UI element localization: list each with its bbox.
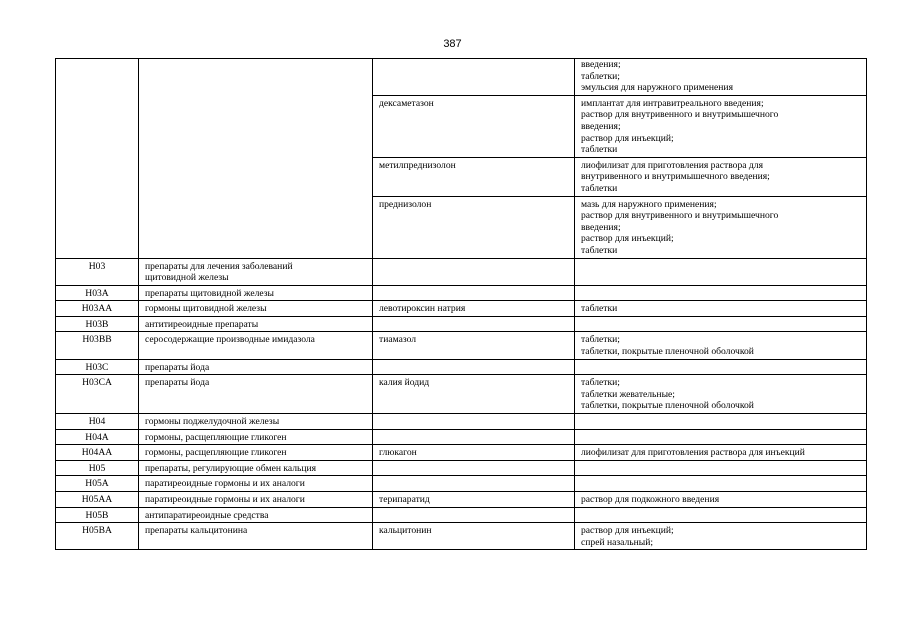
dosage-form-line: раствор для инъекций; — [581, 233, 674, 245]
dosage-form-cell — [575, 359, 867, 375]
dosage-form-cell — [575, 429, 867, 445]
drug-name-line: дексаметазон — [379, 97, 434, 109]
dosage-form-line: введения; — [581, 221, 621, 233]
group-name-line: антитиреоидные препараты — [145, 318, 259, 330]
group-name-cell — [139, 476, 373, 492]
dosage-form-line: раствор для инъекций; — [581, 525, 674, 537]
group-name-line: препараты кальцитонина — [145, 525, 248, 537]
dosage-form-line: таблетки; — [581, 377, 620, 389]
group-name-cell — [139, 258, 373, 285]
group-name-cell — [139, 316, 373, 332]
dosage-form-cell — [575, 316, 867, 332]
atc-code-cell: H05A — [56, 476, 139, 492]
drug-name-cell — [373, 460, 575, 476]
dosage-form-line: спрей назальный; — [581, 536, 654, 548]
table-row — [56, 59, 867, 96]
atc-code-cell: H04AA — [56, 445, 139, 461]
atc-code-cell: H03CA — [56, 375, 139, 414]
dosage-form-cell — [575, 301, 867, 317]
drug-name-cell — [373, 316, 575, 332]
group-name-line: серосодержащие производные имидазола — [145, 334, 315, 346]
group-name-cell — [139, 414, 373, 430]
drug-table-body — [56, 59, 867, 550]
group-name-cell — [139, 301, 373, 317]
group-name-cell — [139, 429, 373, 445]
dosage-form-cell — [575, 507, 867, 523]
dosage-form-cell — [575, 157, 867, 196]
drug-name-cell — [373, 523, 575, 550]
table-row — [56, 359, 867, 375]
group-name-line: паратиреоидные гормоны и их аналоги — [145, 494, 305, 505]
group-name-line: препараты для лечения заболеваний — [145, 260, 293, 272]
dosage-form-line: имплантат для интравитреального введения; — [581, 97, 764, 109]
drug-name-cell — [373, 476, 575, 492]
atc-code-cell: H03AA — [56, 301, 139, 317]
dosage-form-line: раствор для подкожного введения — [581, 494, 720, 505]
group-name-cell — [139, 359, 373, 375]
group-name-cell — [139, 285, 373, 301]
dosage-form-line: раствор для внутривенного и внутримышечного — [581, 109, 779, 121]
dosage-form-line: мазь для наружного применения; — [581, 198, 717, 210]
drug-name-cell — [373, 196, 575, 258]
drug-name-line: левотироксин натрия — [379, 303, 466, 315]
atc-code-cell: H03A — [56, 285, 139, 301]
dosage-form-line: таблетки, покрытые пленочной оболочкой — [581, 346, 754, 358]
table-row — [56, 429, 867, 445]
drug-name-cell — [373, 492, 575, 508]
dosage-form-line: раствор для инъекций; — [581, 132, 674, 144]
drug-name-cell — [373, 429, 575, 445]
dosage-form-line: лиофилизат для приготовления раствора для — [581, 159, 763, 171]
group-name-line: гормоны, расщепляющие гликоген — [145, 447, 287, 459]
table-row — [56, 375, 867, 414]
group-name-line: гормоны щитовидной железы — [145, 303, 267, 315]
atc-code-cell: H05B — [56, 507, 139, 523]
group-name-cell — [139, 507, 373, 523]
dosage-form-cell — [575, 258, 867, 285]
group-name-cell — [139, 445, 373, 461]
dosage-form-cell — [575, 332, 867, 359]
table-row — [56, 414, 867, 430]
drug-name-cell — [373, 285, 575, 301]
drug-name-line: кальцитонин — [379, 525, 432, 537]
dosage-form-line: таблетки — [581, 303, 618, 315]
table-row — [56, 476, 867, 492]
atc-code-cell: H05AA — [56, 492, 139, 508]
drug-name-line: калия йодид — [379, 377, 430, 389]
dosage-form-line: таблетки — [581, 144, 618, 156]
group-name-line: паратиреоидные гормоны и их аналоги — [145, 478, 305, 490]
group-name-line: гормоны, расщепляющие гликоген — [145, 431, 287, 443]
dosage-form-cell — [575, 285, 867, 301]
group-name-cell — [139, 375, 373, 414]
dosage-form-line: таблетки жевательные; — [581, 388, 675, 400]
table-row — [56, 316, 867, 332]
dosage-form-cell — [575, 476, 867, 492]
drug-name-cell — [373, 258, 575, 285]
table-row — [56, 445, 867, 461]
table-row — [56, 507, 867, 523]
group-name-cell — [139, 492, 373, 508]
group-name-line: препараты щитовидной железы — [145, 287, 274, 299]
dosage-form-line: лиофилизат для приготовления раствора для инъекций — [581, 447, 805, 459]
table-row — [56, 460, 867, 476]
drug-name-line: терипаратид — [379, 494, 430, 505]
dosage-form-cell — [575, 414, 867, 430]
atc-code-cell: H04 — [56, 414, 139, 430]
drug-name-cell — [373, 157, 575, 196]
drug-name-line: преднизолон — [379, 198, 432, 210]
drug-name-line: метилпреднизолон — [379, 159, 456, 171]
dosage-form-cell — [575, 492, 867, 508]
dosage-form-cell — [575, 445, 867, 461]
drug-table — [55, 58, 867, 550]
dosage-form-line: таблетки — [581, 244, 618, 256]
group-name-cell — [139, 332, 373, 359]
drug-name-cell — [373, 375, 575, 414]
table-row — [56, 301, 867, 317]
drug-name-line: тиамазол — [379, 334, 417, 346]
dosage-form-cell — [575, 523, 867, 550]
group-name-line: антипаратиреоидные средства — [145, 509, 269, 521]
atc-code-cell: H04A — [56, 429, 139, 445]
dosage-form-line: таблетки; — [581, 70, 620, 82]
atc-code-cell: H03 — [56, 258, 139, 285]
dosage-form-line: раствор для внутривенного и внутримышечного — [581, 210, 779, 222]
dosage-form-cell — [575, 375, 867, 414]
group-name-cell — [139, 523, 373, 550]
dosage-form-cell — [575, 59, 867, 96]
atc-code-cell: H03B — [56, 316, 139, 332]
dosage-form-line: внутривенного и внутримышечного введения; — [581, 171, 770, 183]
dosage-form-cell — [575, 95, 867, 157]
drug-name-cell — [373, 95, 575, 157]
table-row — [56, 332, 867, 359]
group-name-line: гормоны поджелудочной железы — [145, 416, 280, 428]
drug-name-cell — [373, 414, 575, 430]
dosage-form-line: таблетки, покрытые пленочной оболочкой — [581, 400, 754, 412]
dosage-form-line: введения; — [581, 59, 621, 70]
table-row — [56, 258, 867, 285]
table-row — [56, 492, 867, 508]
atc-code-cell — [56, 59, 139, 259]
group-name-cell — [139, 460, 373, 476]
drug-name-cell — [373, 507, 575, 523]
drug-name-cell — [373, 332, 575, 359]
group-name-line: щитовидной железы — [145, 272, 229, 284]
dosage-form-cell — [575, 460, 867, 476]
page-number: 387 — [443, 38, 462, 50]
dosage-form-cell — [575, 196, 867, 258]
atc-code-cell: H05 — [56, 460, 139, 476]
table-row — [56, 523, 867, 550]
atc-code-cell: H05BA — [56, 523, 139, 550]
drug-name-line: глюкагон — [379, 447, 417, 459]
drug-name-cell — [373, 59, 575, 96]
drug-name-cell — [373, 359, 575, 375]
dosage-form-line: введения; — [581, 120, 621, 132]
table-row — [56, 285, 867, 301]
dosage-form-line: эмульсия для наружного применения — [581, 82, 733, 94]
dosage-form-line: таблетки; — [581, 334, 620, 346]
atc-code-cell: H03C — [56, 359, 139, 375]
group-name-cell — [139, 59, 373, 259]
drug-name-cell — [373, 301, 575, 317]
group-name-line: препараты йода — [145, 377, 210, 389]
group-name-line: препараты йода — [145, 361, 210, 373]
atc-code-cell: H03BB — [56, 332, 139, 359]
drug-name-cell — [373, 445, 575, 461]
group-name-line: препараты, регулирующие обмен кальция — [145, 462, 317, 474]
dosage-form-line: таблетки — [581, 182, 618, 194]
